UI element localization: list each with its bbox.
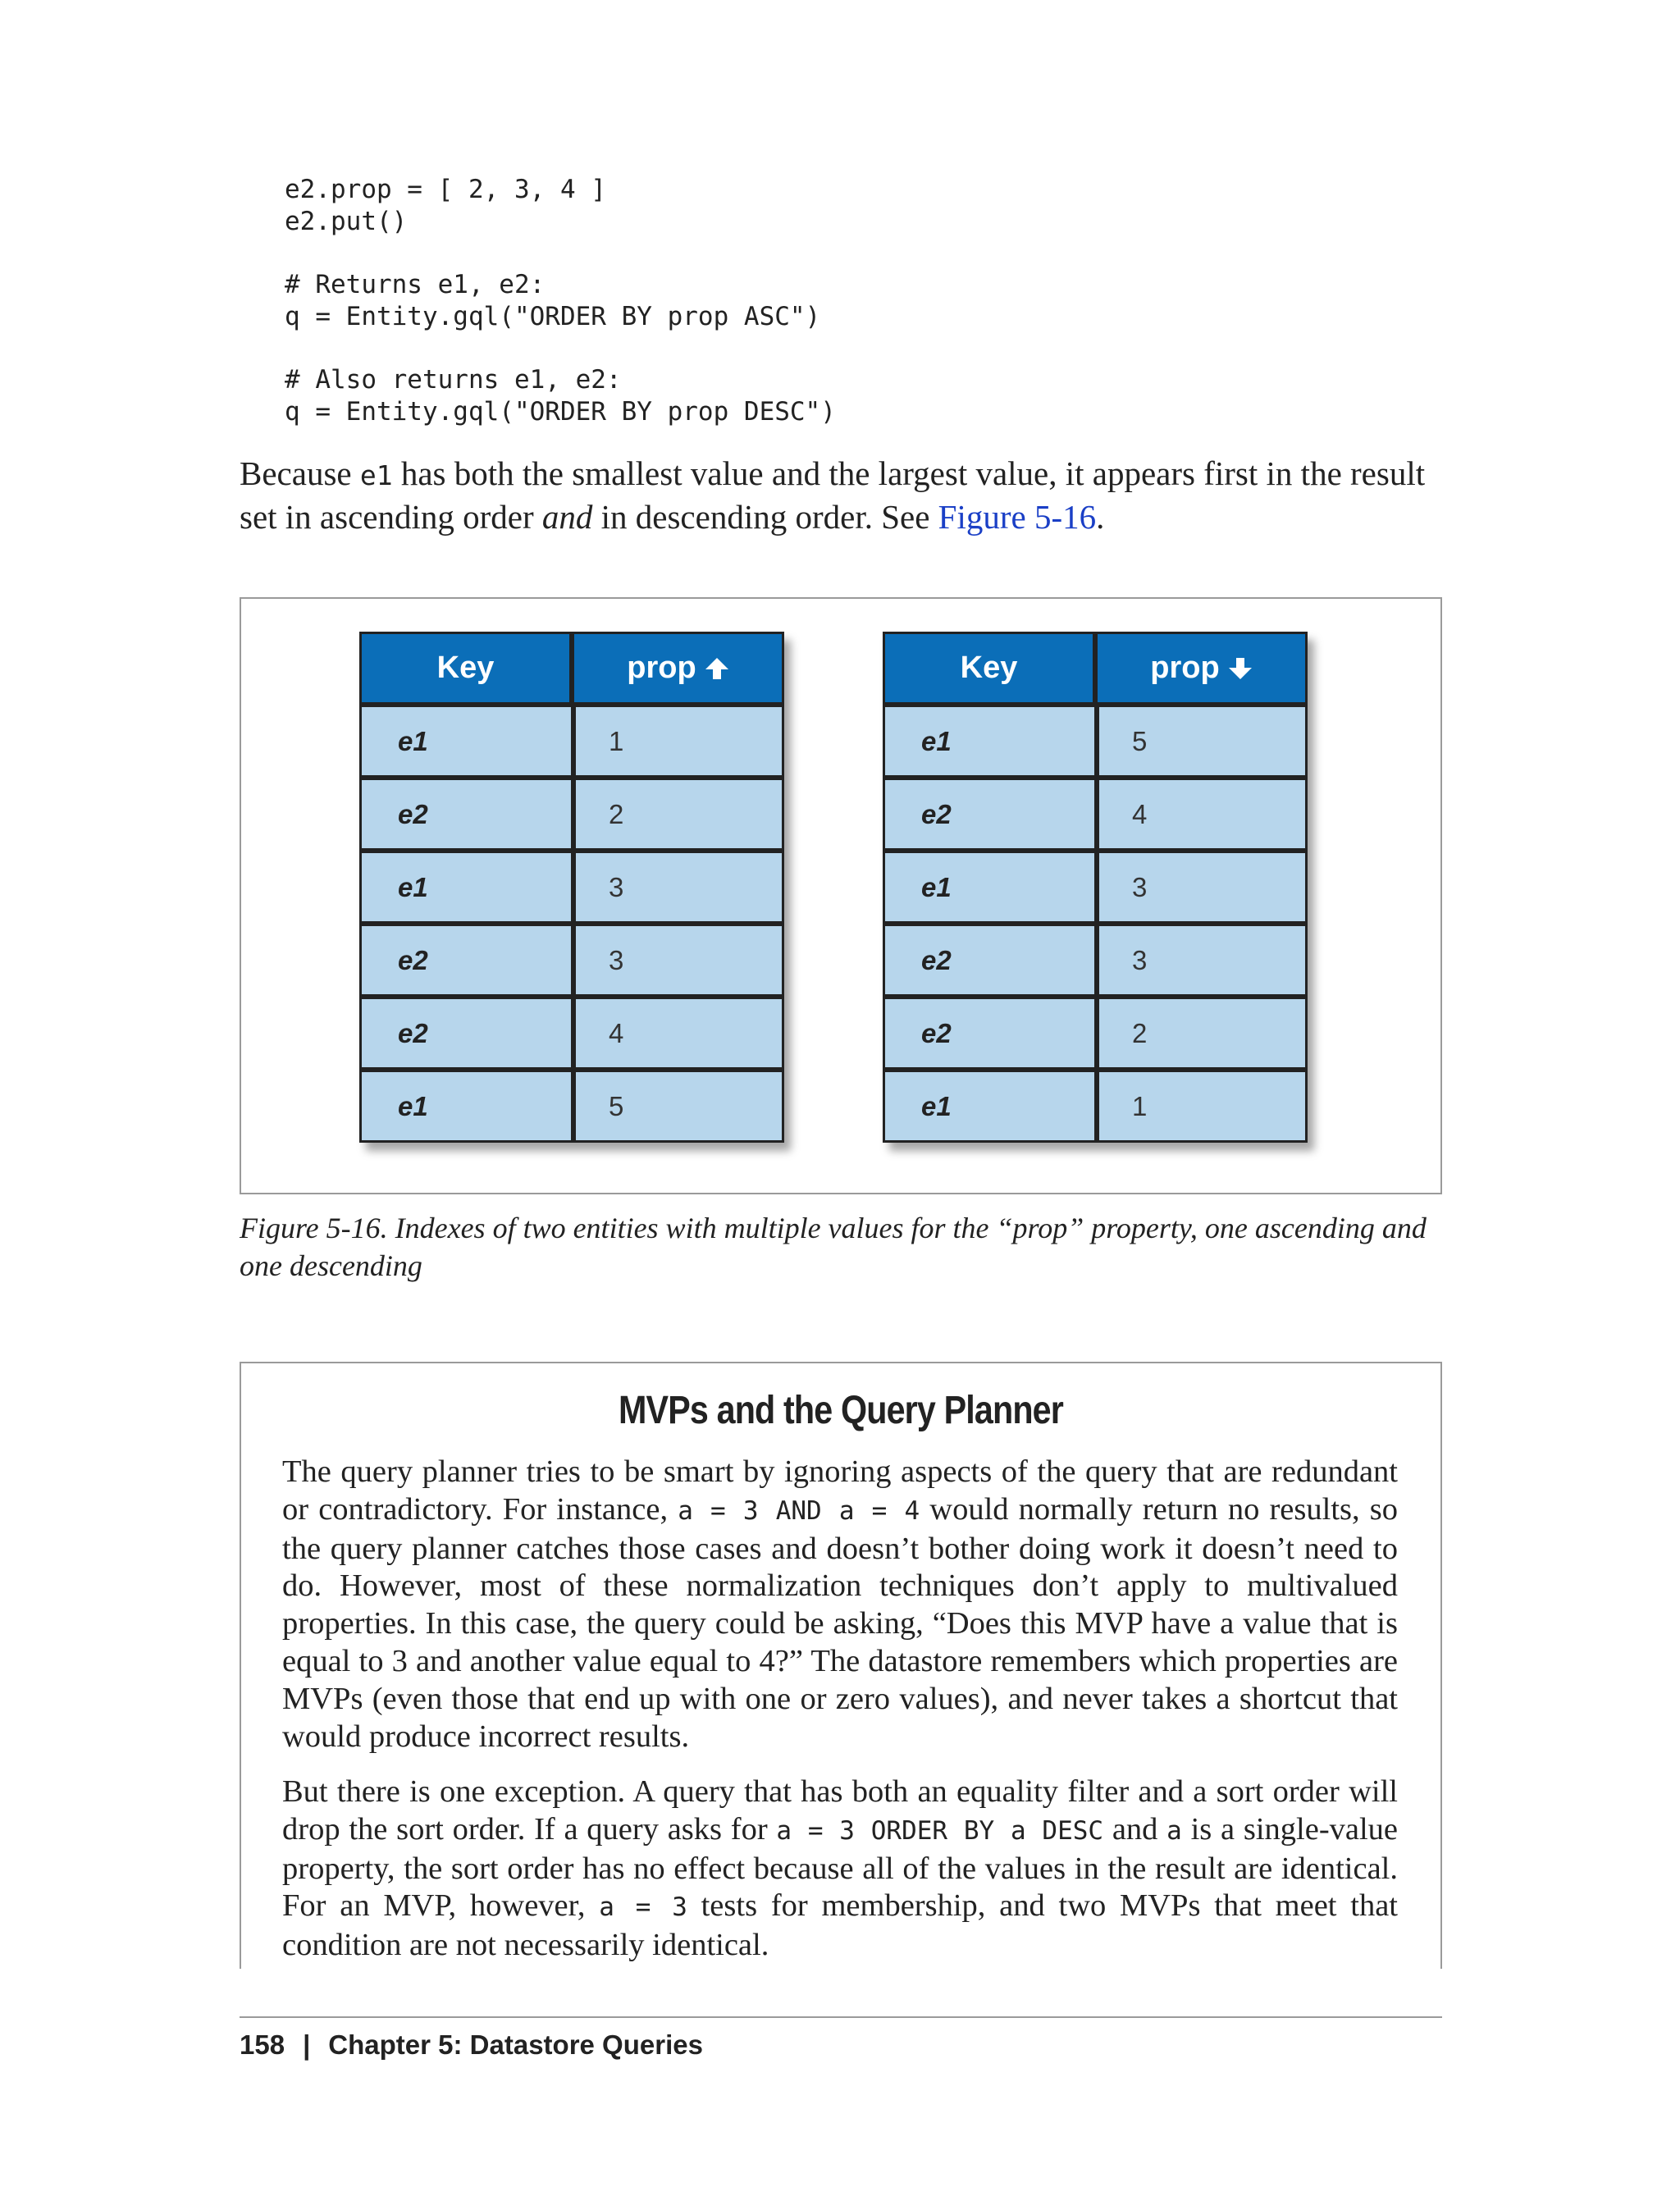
- code-line: e2.prop = [ 2, 3, 4 ]: [285, 175, 606, 204]
- key-cell: e1: [359, 1070, 573, 1143]
- header-label: prop: [1150, 651, 1220, 685]
- figure-caption: Figure 5-16. Indexes of two entities with multiple values for the “prop” property, one ascending and one descending: [240, 1212, 1427, 1282]
- value-cell: 4: [573, 997, 784, 1070]
- key-cell: e2: [883, 997, 1097, 1070]
- header-label: Key: [436, 651, 495, 685]
- code-line: q = Entity.gql("ORDER BY prop ASC"): [285, 302, 821, 331]
- key-cell: e1: [883, 1070, 1097, 1143]
- table-row: [359, 851, 784, 924]
- table-row: [883, 924, 1308, 997]
- header-label: prop: [627, 651, 696, 685]
- text-run: in descending order. See: [592, 498, 938, 536]
- inline-code: a = 3: [599, 1892, 687, 1923]
- value-cell: 2: [1097, 997, 1308, 1070]
- value-cell: 4: [1097, 778, 1308, 851]
- table-row: [359, 705, 784, 778]
- header-key: [359, 632, 572, 705]
- table-row: [883, 851, 1308, 924]
- value-cell: 5: [1097, 705, 1308, 778]
- code-blank-line: [285, 238, 836, 269]
- chapter-title: Chapter 5: Datastore Queries: [328, 2029, 703, 2060]
- header-prop: [1095, 632, 1308, 705]
- emphasis: and: [541, 498, 593, 536]
- key-cell: e1: [883, 705, 1097, 778]
- inline-code: e1: [359, 459, 393, 491]
- footer-rule: [240, 2016, 1442, 2018]
- text-run: .: [1096, 498, 1105, 536]
- value-cell: 2: [573, 778, 784, 851]
- header-label: Key: [960, 651, 1018, 685]
- header-prop: [572, 632, 784, 705]
- text-run: is a single-value property, the sort order has no effect because all of the values in the result are identical. For an MVP, however,: [282, 1811, 1399, 1924]
- table-row: [359, 924, 784, 997]
- table-row: [883, 705, 1308, 778]
- figure-5-16: [240, 597, 1442, 1194]
- table-row: [359, 1070, 784, 1143]
- body-paragraph: [240, 453, 1445, 537]
- text-run: would normally return no results, so the query planner catches those cases and doesn’t bother doing work it doesn’t need to do. However, most of these normalization techniques don’t apply to multivalued properties. In this case, the query could be asking, “Does this MVP have a value that is equal to 3 and another value equal to 4?” The datastore remembers which properties are MVPs (even those that end up with one or zero values), and never takes a shortcut that would produce incorrect results.: [282, 1491, 1398, 1754]
- table-row: [359, 997, 784, 1070]
- header-key: [883, 632, 1095, 705]
- arrow-up-icon: [705, 656, 729, 681]
- sidebar-box: [240, 1362, 1442, 1969]
- key-cell: e2: [883, 778, 1097, 851]
- sidebar-paragraph: [282, 1774, 1398, 1965]
- table-row: [883, 778, 1308, 851]
- text-run: has both the smallest value and the largest value, it appears first in the result set in ascending order: [240, 454, 1426, 536]
- table-header-row: [883, 632, 1308, 705]
- index-table-ascending: [359, 632, 784, 1143]
- value-cell: 3: [1097, 924, 1308, 997]
- value-cell: 5: [573, 1070, 784, 1143]
- key-cell: e1: [883, 851, 1097, 924]
- sidebar-paragraph: [282, 1454, 1398, 1755]
- inline-code: a = 3 AND a = 4: [678, 1495, 920, 1526]
- page-footer: [240, 2029, 703, 2061]
- text-run: But there is one exception. A query that has both an equality filter and a sort order will drop the sort order. If a query asks for: [282, 1774, 1398, 1847]
- value-cell: 3: [573, 924, 784, 997]
- value-cell: 3: [1097, 851, 1308, 924]
- key-cell: e2: [883, 924, 1097, 997]
- arrow-down-icon: [1228, 656, 1253, 681]
- index-table-descending: [883, 632, 1308, 1143]
- code-line: # Returns e1, e2:: [285, 270, 546, 299]
- text-run: and: [1103, 1811, 1167, 1847]
- footer-separator: |: [303, 2029, 311, 2060]
- code-blank-line: [285, 333, 836, 364]
- code-line: e2.put(): [285, 207, 408, 236]
- key-cell: e2: [359, 778, 573, 851]
- text-run: The query planner tries to be smart by ignoring aspects of the query that are redundant or contradictory. For instance,: [282, 1454, 1398, 1527]
- key-cell: e1: [359, 851, 573, 924]
- text-run: tests for membership, and two MVPs that meet that condition are not necessarily identical.: [282, 1888, 1398, 1963]
- table-header-row: [359, 632, 784, 705]
- table-row: [883, 997, 1308, 1070]
- key-cell: e2: [359, 924, 573, 997]
- value-cell: 3: [573, 851, 784, 924]
- text-run: Because: [240, 454, 360, 492]
- value-cell: 1: [573, 705, 784, 778]
- code-line: # Also returns e1, e2:: [285, 365, 622, 395]
- code-block: [285, 174, 836, 428]
- key-cell: e2: [359, 997, 573, 1070]
- figure-link[interactable]: Figure 5-16: [938, 498, 1097, 536]
- page-number: 158: [240, 2029, 285, 2060]
- key-cell: e1: [359, 705, 573, 778]
- table-row: [359, 778, 784, 851]
- value-cell: 1: [1097, 1070, 1308, 1143]
- table-row: [883, 1070, 1308, 1143]
- inline-code: a = 3 ORDER BY a DESC: [776, 1815, 1104, 1846]
- code-line: q = Entity.gql("ORDER BY prop DESC"): [285, 397, 836, 427]
- sidebar-title: MVPs and the Query Planner: [619, 1389, 1063, 1432]
- inline-code: a: [1166, 1815, 1182, 1846]
